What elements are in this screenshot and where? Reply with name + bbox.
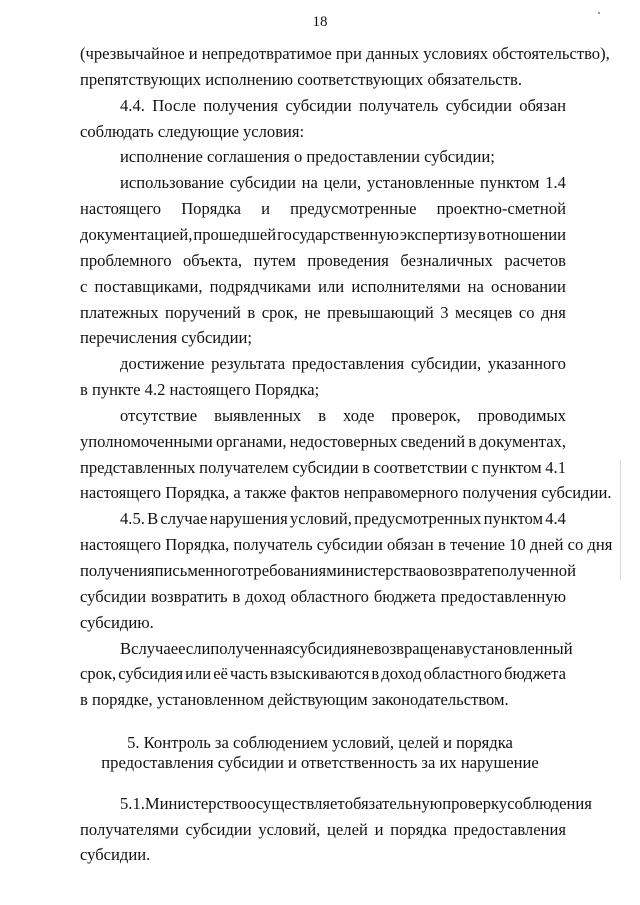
closing-text xyxy=(80,794,592,874)
text-line: (чрезвычайное и непредотвратимое при данных условиях обстоятельство), xyxy=(80,44,610,63)
text-line: В случае если полученная субсидия не возвращена в установленный xyxy=(120,638,573,658)
text-line: срок, субсидия или её часть взыскиваются в доход областного бюджета xyxy=(80,664,566,684)
text-line: представленных получателем субсидии в соответствии с пунктом 4.1 xyxy=(80,457,566,477)
text-line: исполнение соглашения о предоставлении субсидии; xyxy=(120,147,495,167)
text-line: в пункте 4.2 настоящего Порядка; xyxy=(80,380,320,400)
text-line: 5.1. Министерство осуществляет обязательную проверку соблюдения xyxy=(120,794,592,813)
text-line: перечисления субсидии; xyxy=(80,328,252,348)
text-line: 4.5. В случае нарушения условий, предусмотренных пунктом 4.4 xyxy=(120,509,566,529)
text-line: настоящего Порядка, получатель субсидии обязан в течение 10 дней со дня xyxy=(80,535,613,555)
text-line: получения письменного требования министерства о возврате полученной xyxy=(80,561,576,580)
text-line: в порядке, установленном действующим законодательством. xyxy=(80,690,509,710)
text-line: получателями субсидии условий, целей и порядка предоставления xyxy=(80,819,566,839)
text-line: настоящего Порядка и предусмотренные проектно-сметной xyxy=(80,199,566,219)
text-line: настоящего Порядка, а также фактов неправомерного получения субсидии. xyxy=(80,483,612,503)
text-line: препятствующих исполнению соответствующих обязательств. xyxy=(80,69,522,89)
section-heading-line-2: предоставления субсидии и ответственность за их нарушение xyxy=(101,753,539,772)
text-line: субсидии возвратить в доход областного бюджета предоставленную xyxy=(80,586,566,606)
text-line: субсидию. xyxy=(80,612,154,632)
body-text xyxy=(80,44,613,714)
text-line: использование субсидии на цели, установленные пунктом 1.4 xyxy=(120,173,566,193)
scan-mark-top-right xyxy=(598,12,600,14)
scan-mark-right xyxy=(620,460,621,580)
text-line: проблемного объекта, путем проведения безналичных расчетов xyxy=(80,250,566,270)
text-line: 4.4. После получения субсидии получатель субсидии обязан xyxy=(120,95,566,115)
text-line: платежных поручений в срок, не превышающий 3 месяцев со дня xyxy=(80,302,566,322)
page-number: 18 xyxy=(312,14,328,30)
text-line: с поставщиками, подрядчиками или исполнителями на основании xyxy=(80,276,566,296)
text-line: документацией, прошедшей государственную экспертизу в отношении xyxy=(80,224,566,244)
text-line: отсутствие выявленных в ходе проверок, проводимых xyxy=(120,405,566,425)
text-line: достижение результата предоставления субсидии, указанного xyxy=(120,354,566,374)
text-line: субсидии. xyxy=(80,845,151,864)
text-line: соблюдать следующие условия: xyxy=(80,121,305,141)
section-heading-line-1: 5. Контроль за соблюдением условий, целей и порядка xyxy=(127,733,513,752)
text-line: уполномоченными органами, недостоверных сведений в документах, xyxy=(80,431,566,451)
